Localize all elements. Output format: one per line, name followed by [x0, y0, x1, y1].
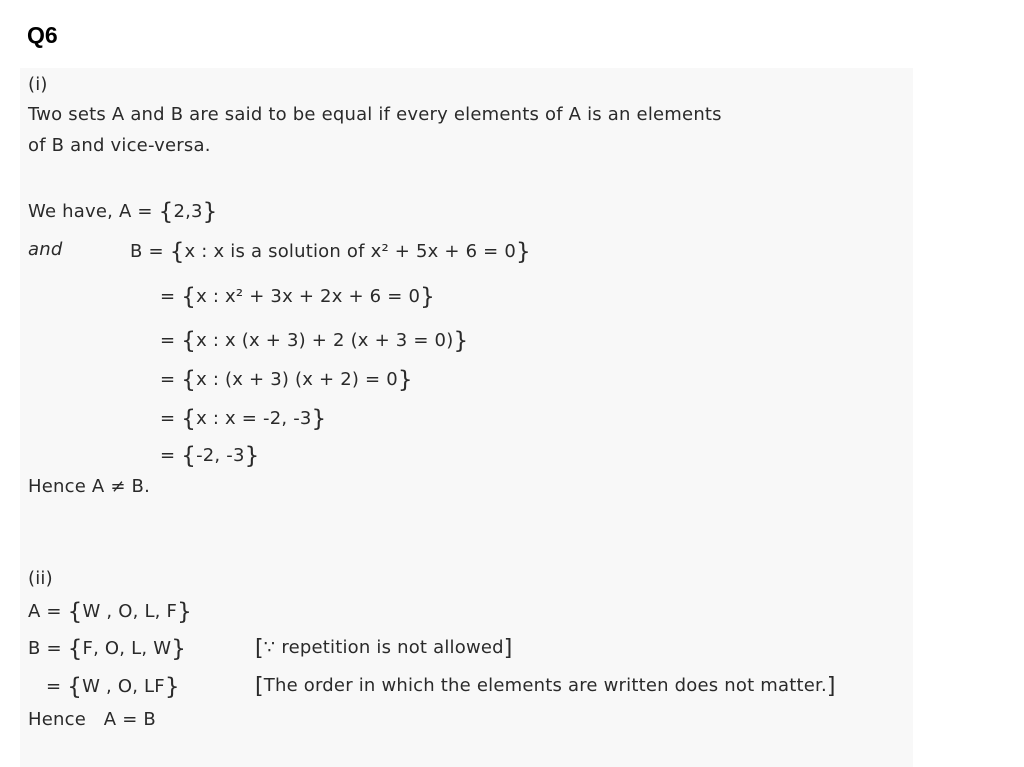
- reordered-letters: W , O, LF: [82, 676, 165, 697]
- close-brace: }: [516, 239, 531, 265]
- open-brace: {: [158, 199, 174, 225]
- repetition-note-text: ∵ repetition is not allowed: [263, 637, 504, 658]
- solution-panel: [20, 68, 913, 767]
- part-1-conclusion: Hence A ≠ B.: [28, 476, 151, 497]
- derivation-step: = {-2, -3}: [160, 443, 260, 469]
- question-number: Q6: [27, 22, 58, 48]
- step-5-text: -2, -3: [196, 445, 245, 466]
- step-2-text: x : x (x + 3) + 2 (x + 3 = 0): [196, 330, 454, 351]
- derivation-step: = {x : (x + 3) (x + 2) = 0}: [160, 367, 413, 393]
- set-a-definition: [28, 201, 218, 224]
- set-b-letters: F, O, L, W: [82, 638, 172, 659]
- set-a-lhs: A =: [28, 601, 68, 622]
- and-word: and: [28, 239, 63, 260]
- derivation-step: = {x : x² + 3x + 2x + 6 = 0}: [160, 284, 435, 310]
- repetition-note: [∵ repetition is not allowed]: [255, 636, 513, 661]
- set-b-reordered: = {W , O, LF}: [46, 674, 180, 700]
- equals-sign: =: [46, 676, 68, 697]
- step-1-text: x : x² + 3x + 2x + 6 = 0: [196, 286, 421, 307]
- set-b-f-o-l-w: B = {F, O, L, W}: [28, 636, 187, 662]
- set-a-elements: 2,3: [173, 201, 203, 222]
- derivation-step: = {x : x = -2, -3}: [160, 406, 327, 432]
- set-b-condition: x : x is a solution of x² + 5x + 6 = 0: [184, 241, 517, 262]
- derivation-step: = {x : x (x + 3) + 2 (x + 3 = 0)}: [160, 328, 469, 354]
- order-note-text: The order in which the elements are written does not matter.: [263, 675, 827, 696]
- we-have-text: We have, A =: [28, 201, 159, 222]
- step-3-text: x : (x + 3) (x + 2) = 0: [196, 369, 398, 390]
- part-2-conclusion: Hence A = B: [28, 709, 156, 730]
- close-brace: }: [202, 199, 218, 225]
- set-b-lhs: B =: [28, 638, 68, 659]
- open-brace: {: [169, 239, 185, 265]
- set-b-definition: [130, 241, 531, 264]
- set-a-letters: W , O, L, F: [82, 601, 178, 622]
- part-2-label: (ii): [28, 568, 53, 589]
- definition-line-2: of B and vice-versa.: [28, 135, 211, 156]
- set-b-lhs: B =: [130, 241, 170, 262]
- order-note: [The order in which the elements are written does not matter.]: [255, 674, 836, 699]
- part-1-label: (i): [28, 74, 48, 95]
- step-4-text: x : x = -2, -3: [196, 408, 312, 429]
- definition-line-1: Two sets A and B are said to be equal if every elements of A is an elements: [28, 104, 722, 125]
- set-a-w-o-l-f: A = {W , O, L, F}: [28, 599, 192, 625]
